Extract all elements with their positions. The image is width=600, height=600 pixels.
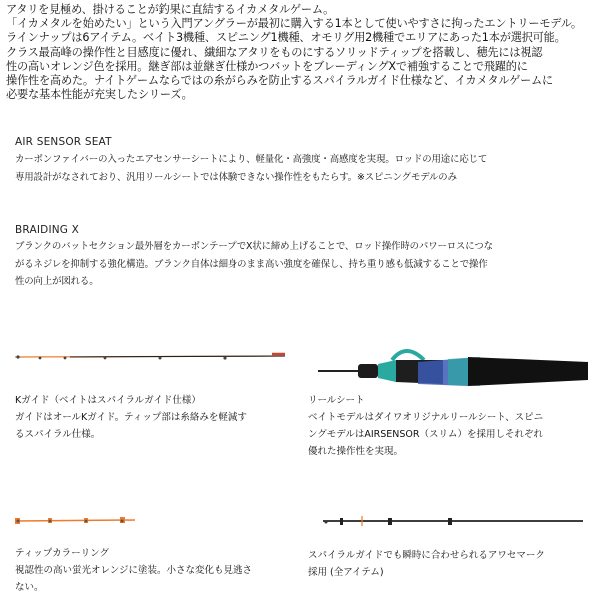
feature-hooking-mark — [308, 547, 588, 581]
intro-line: ラインナップは6アイテム。ベイト3機種、スピニング1機種、オモリグ用2機種でエリアにあった1本が選択可能。 — [6, 31, 566, 45]
section-line: 性の向上が図れる。 — [15, 276, 99, 287]
reel-seat-image — [318, 340, 588, 392]
intro-line: 「イカメタルを始めたい」という入門アングラーが最初に購入する1本として使いやすさに拘ったエントリーモデル。 — [6, 17, 582, 31]
feature-line: 採用 (全アイテム) — [308, 567, 384, 578]
feature-body — [308, 409, 588, 460]
intro-paragraph — [6, 3, 596, 102]
air-sensor-seat-title: AIR SENSOR SEAT — [15, 136, 112, 148]
hooking-mark-image — [318, 505, 588, 545]
braiding-x-title: BRAIDING X — [15, 224, 80, 236]
section-line: カーボンファイバーの入ったエアセンサーシートにより、軽量化・高強度・高感度を実現。ロッドの用途に応じて — [15, 154, 488, 165]
feature-k-guide — [15, 392, 295, 443]
feature-tip-coloring — [15, 545, 295, 596]
feature-body — [15, 409, 295, 443]
braiding-x-body — [15, 238, 590, 291]
section-line: 専用設計がなされており、汎用リールシートでは体験できない操作性をもたらす。※スピニングモデルのみ — [15, 171, 457, 183]
intro-line: アタリを見極め、掛けることが釣果に直結するイカメタルゲーム。 — [6, 3, 335, 16]
feature-body — [15, 562, 295, 596]
feature-line: るスパイラル仕様。 — [15, 429, 101, 440]
feature-title: Kガイド（ベイトはスパイラルガイド仕様） — [15, 395, 201, 406]
intro-line: 性の高いオレンジ色を採用。継ぎ部は並継ぎ仕様かつバットをブレーディングXで補強することで飛躍的に — [6, 59, 528, 73]
feature-reel-seat — [308, 392, 588, 460]
intro-line: クラス最高峰の操作性と目感度に優れ、繊細なアタリをものにするソリッドティップを搭載し、穂先には視認 — [6, 45, 543, 59]
feature-title: ティップカラーリング — [15, 548, 109, 559]
feature-body — [308, 547, 588, 581]
feature-line: ない。 — [15, 582, 44, 593]
tip-coloring-image — [10, 505, 290, 545]
feature-line: ベイトモデルはダイワオリジナルリールシート、スピニ — [308, 412, 544, 423]
feature-title: リールシート — [308, 395, 365, 406]
section-line: がるネジレを抑制する強化構造。ブランク自体は細身のまま高い強度を確保し、持ち重り感も低減することで操作 — [15, 258, 488, 270]
section-line: ブランクのバットセクション最外層をカーボンテープでX状に締め上げることで、ロッド操作時のパワーロスにつな — [15, 241, 493, 252]
feature-line: ガイドはオールKガイド。ティップ部は糸絡みを軽減す — [15, 412, 247, 423]
k-guide-image — [10, 340, 290, 380]
feature-line: 視認性の高い蛍光オレンジに塗装。小さな変化も見逃さ — [15, 565, 253, 576]
intro-line: 操作性を高めた。ナイトゲームならではの糸がらみを防止するスパイラルガイド仕様など、イカメタルゲームに — [6, 74, 554, 88]
feature-line: スパイラルガイドでも瞬時に合わせられるアワセマーク — [308, 550, 545, 561]
feature-line: ングモデルはAIRSENSOR（スリム）を採用しそれぞれ — [308, 429, 543, 440]
feature-line: 優れた操作性を実現。 — [308, 446, 404, 457]
intro-line: 必要な基本性能が充実したシリーズ。 — [6, 88, 193, 102]
air-sensor-seat-body — [15, 151, 590, 186]
